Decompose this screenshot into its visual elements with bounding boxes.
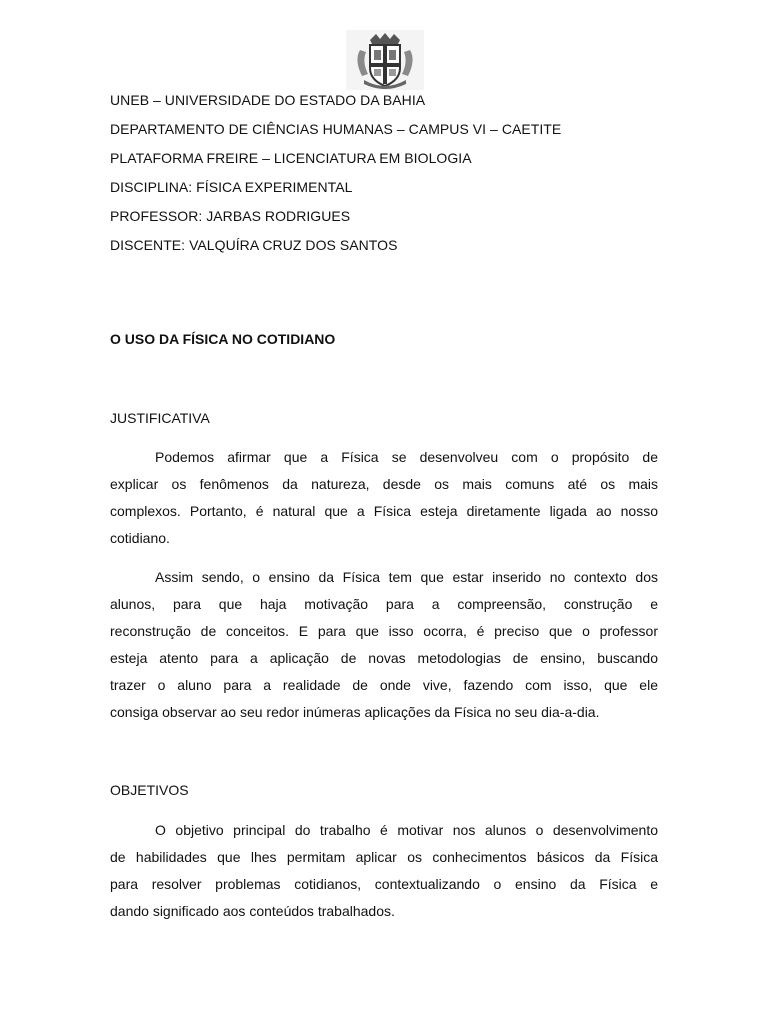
document-title: O USO DA FÍSICA NO COTIDIANO — [110, 331, 336, 347]
paragraph-justificativa-2 — [110, 564, 658, 726]
paragraph-line: trazer o aluno para a realidade de onde vive, fazendo com isso, que ele — [110, 677, 658, 693]
university-crest-icon — [346, 30, 424, 90]
paragraph-line: Assim sendo, o ensino da Física tem que estar inserido no contexto dos — [155, 569, 658, 585]
paragraph-line: explicar os fenômenos da natureza, desde os mais comuns até os mais — [110, 476, 658, 492]
paragraph-line: consiga observar ao seu redor inúmeras aplicações da Física no seu dia-a-dia. — [110, 704, 600, 720]
header-department: DEPARTAMENTO DE CIÊNCIAS HUMANAS – CAMPUS VI – CAETITE — [110, 121, 562, 137]
paragraph-line: reconstrução de conceitos. E para que isso ocorra, é preciso que o professor — [110, 623, 658, 639]
paragraph-line: alunos, para que haja motivação para a compreensão, construção e — [110, 596, 658, 612]
header-program: PLATAFORMA FREIRE – LICENCIATURA EM BIOLOGIA — [110, 150, 472, 166]
section-heading-objetivos: OBJETIVOS — [110, 782, 189, 798]
paragraph-line: para resolver problemas cotidianos, contextualizando o ensino da Física e — [110, 876, 658, 892]
paragraph-line: dando significado aos conteúdos trabalhados. — [110, 903, 395, 919]
paragraph-line: esteja atento para a aplicação de novas metodologias de ensino, buscando — [110, 650, 658, 666]
header-institution: UNEB – UNIVERSIDADE DO ESTADO DA BAHIA — [110, 92, 426, 108]
header-professor: PROFESSOR: JARBAS RODRIGUES — [110, 208, 351, 224]
paragraph-justificativa-1 — [110, 444, 658, 552]
paragraph-line: Podemos afirmar que a Física se desenvolveu com o propósito de — [155, 449, 658, 465]
header-discipline: DISCIPLINA: FÍSICA EXPERIMENTAL — [110, 179, 353, 195]
paragraph-line: de habilidades que lhes permitam aplicar os conhecimentos básicos da Física — [110, 849, 658, 865]
section-heading-justificativa: JUSTIFICATIVA — [110, 410, 210, 426]
paragraph-line: O objetivo principal do trabalho é motivar nos alunos o desenvolvimento — [155, 822, 658, 838]
paragraph-line: complexos. Portanto, é natural que a Física esteja diretamente ligada ao nosso — [110, 503, 658, 519]
paragraph-line: cotidiano. — [110, 530, 170, 546]
paragraph-objetivos-1 — [110, 817, 658, 925]
header-student: DISCENTE: VALQUÍRA CRUZ DOS SANTOS — [110, 237, 398, 253]
